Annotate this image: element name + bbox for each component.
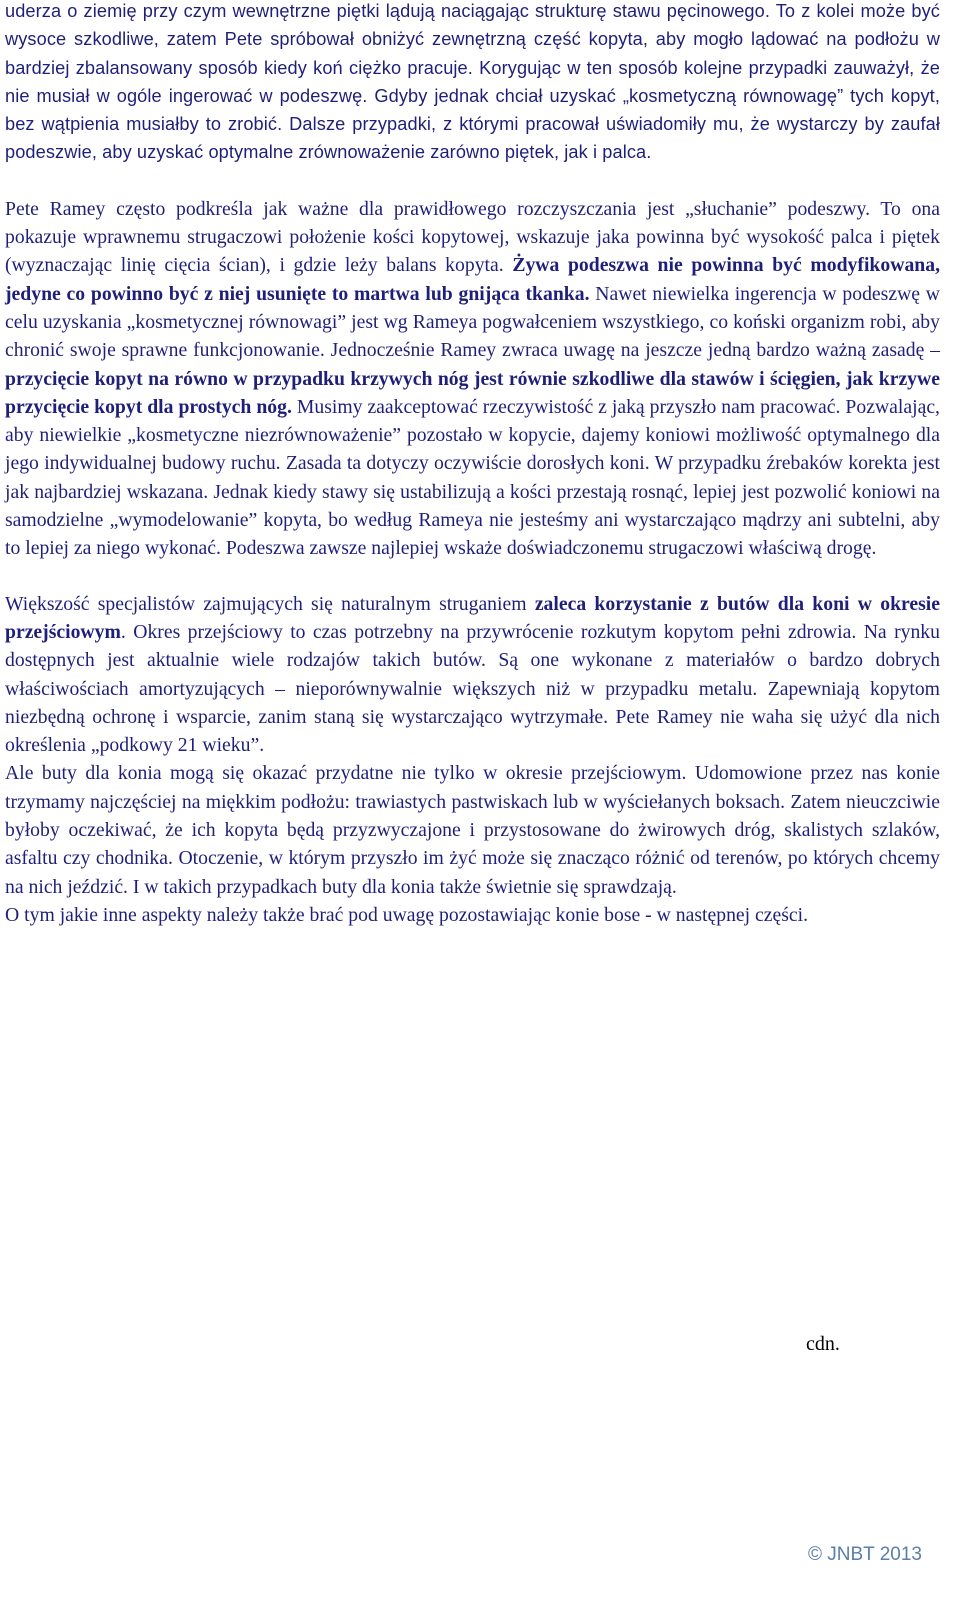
paragraph-4 [5, 759, 940, 900]
paragraph-2-text-c: Musimy zaakceptować rzeczywistość z jaką przyszło nam pracować. Pozwalając, aby niewielkie „kosmetyczne niezrównoważenie” pozostało w kopycie, dajemy koniowi możliwość optymalnego dla jego indywidualnej budowy ruchu. Zasada ta dotyczy oczywiście dorosłych koni. W przypadku źrebaków korekta jest jak najbardziej wskazana. Jednak kiedy stawy się ustabilizują a kości przestają rosnąć, lepiej jest pozwolić koniowi na samodzielne „wymodelowanie” kopyta, bo według Rameya nie jesteśmy ani wystarczająco mądrzy ani subtelni, aby to lepiej za niego wykonać. Podeszwa zawsze najlepiej wskaże doświadczonemu strugaczowi właściwą drogę. [5, 395, 940, 560]
paragraph-3-text-a: Większość specjalistów zajmujących się naturalnym struganiem [5, 592, 535, 615]
paragraph-2-text-b: Nawet niewielka ingerencja w podeszwę w celu uzyskania „kosmetycznej równowagi” jest wg Rameya pogwałceniem wszystkiego, co koński organizm robi, aby chronić swoje sprawne funkcjonowanie. Jednocześnie Ramey zwraca uwagę na jeszcze jedną bardzo ważną zasadę – [5, 282, 941, 362]
paragraph-2-text-a: Pete Ramey często podkreśla jak ważne dla prawidłowego rozczyszczania jest „słuchanie” podeszwy. To ona pokazuje wprawnemu strugaczowi położenie kości kopytowej, wskazuje jaka powinna być wysokość palca i piętek (wyznaczając linię cięcia ścian), i gdzie leży balans kopyta. [5, 197, 940, 277]
paragraph-5 [5, 901, 940, 929]
paragraph-1 [5, 0, 940, 167]
paragraph-4-text: Ale buty dla konia mogą się okazać przydatne nie tylko w okresie przejściowym. Udomowione przez nas konie trzymamy najczęściej na miękkim podłożu: trawiastych pastwiskach lub w wyściełanych boksach. Zatem nieuczciwie byłoby oczekiwać, że ich kopyta będą przyzwyczajone i przystosowane do żwirowych dróg, skalistych szlaków, asfaltu czy chodnika. Otoczenie, w którym przyszło im żyć może się znacząco różnić od terenów, po których chcemy na nich jeździć. I w takich przypadkach buty dla konia także świetnie się sprawdzają. [5, 762, 940, 898]
paragraph-3 [5, 590, 940, 760]
article-body [5, 0, 940, 929]
paragraph-5-text: O tym jakie inne aspekty należy także brać pod uwagę pozostawiając konie bose - w następnej części. [5, 903, 809, 926]
paragraph-3-bold: zaleca korzystanie z butów dla koni w okresie przejściowym [5, 592, 941, 643]
paragraph-2-bold-b: przycięcie kopyt na równo w przypadku krzywych nóg jest równie szkodliwe dla stawów i ścięgien, jak krzywe przycięcie kopyt dla prostych nóg. [5, 367, 940, 418]
paragraph-1-text: uderza o ziemię przy czym wewnętrzne piętki lądują naciągając strukturę stawu pęcinowego. To z kolei może być wysoce szkodliwe, zatem Pete spróbował obniżyć zewnętrzną część kopyta, aby mogło lądować na podłożu w bardziej zbalansowany sposób kiedy koń ciężko pracuje. Korygując w ten sposób kolejne przypadki zauważył, że nie musiał w ogóle ingerować w podeszwę. Gdyby jednak chciał uzyskać „kosmetyczną równowagę” tych kopyt, bez wątpienia musiałby to zrobić. Dalsze przypadki, z którymi pracował uświadomiły mu, że wystarczy by zaufał podeszwie, aby uzyskać optymalne zrównoważenie zarówno piętek, jak i palca. [5, 1, 940, 163]
continued-note: cdn. [806, 1333, 840, 1355]
paragraph-2 [5, 195, 940, 563]
paragraph-2-bold-a: Żywa podeszwa nie powinna być modyfikowana, jedyne co powinno być z niej usunięte to martwa lub gnijąca tkanka. [5, 254, 940, 305]
paragraph-3-text-b: . Okres przejściowy to czas potrzebny na przywrócenie rozkutym kopytom pełni zdrowia. Na rynku dostępnych jest aktualnie wiele rodzajów takich butów. Są one wykonane z materiałów o bardzo dobrych właściwościach amortyzujących – nieporównywalnie większych niż w przypadku metalu. Zapewniają kopytom niezbędną ochronę i wsparcie, zanim staną się wystarczająco wytrzymałe. Pete Ramey nie waha się użyć dla nich określenia „podkowy 21 wieku”. [5, 620, 940, 757]
copyright-footer: © JNBT 2013 [808, 1544, 922, 1565]
